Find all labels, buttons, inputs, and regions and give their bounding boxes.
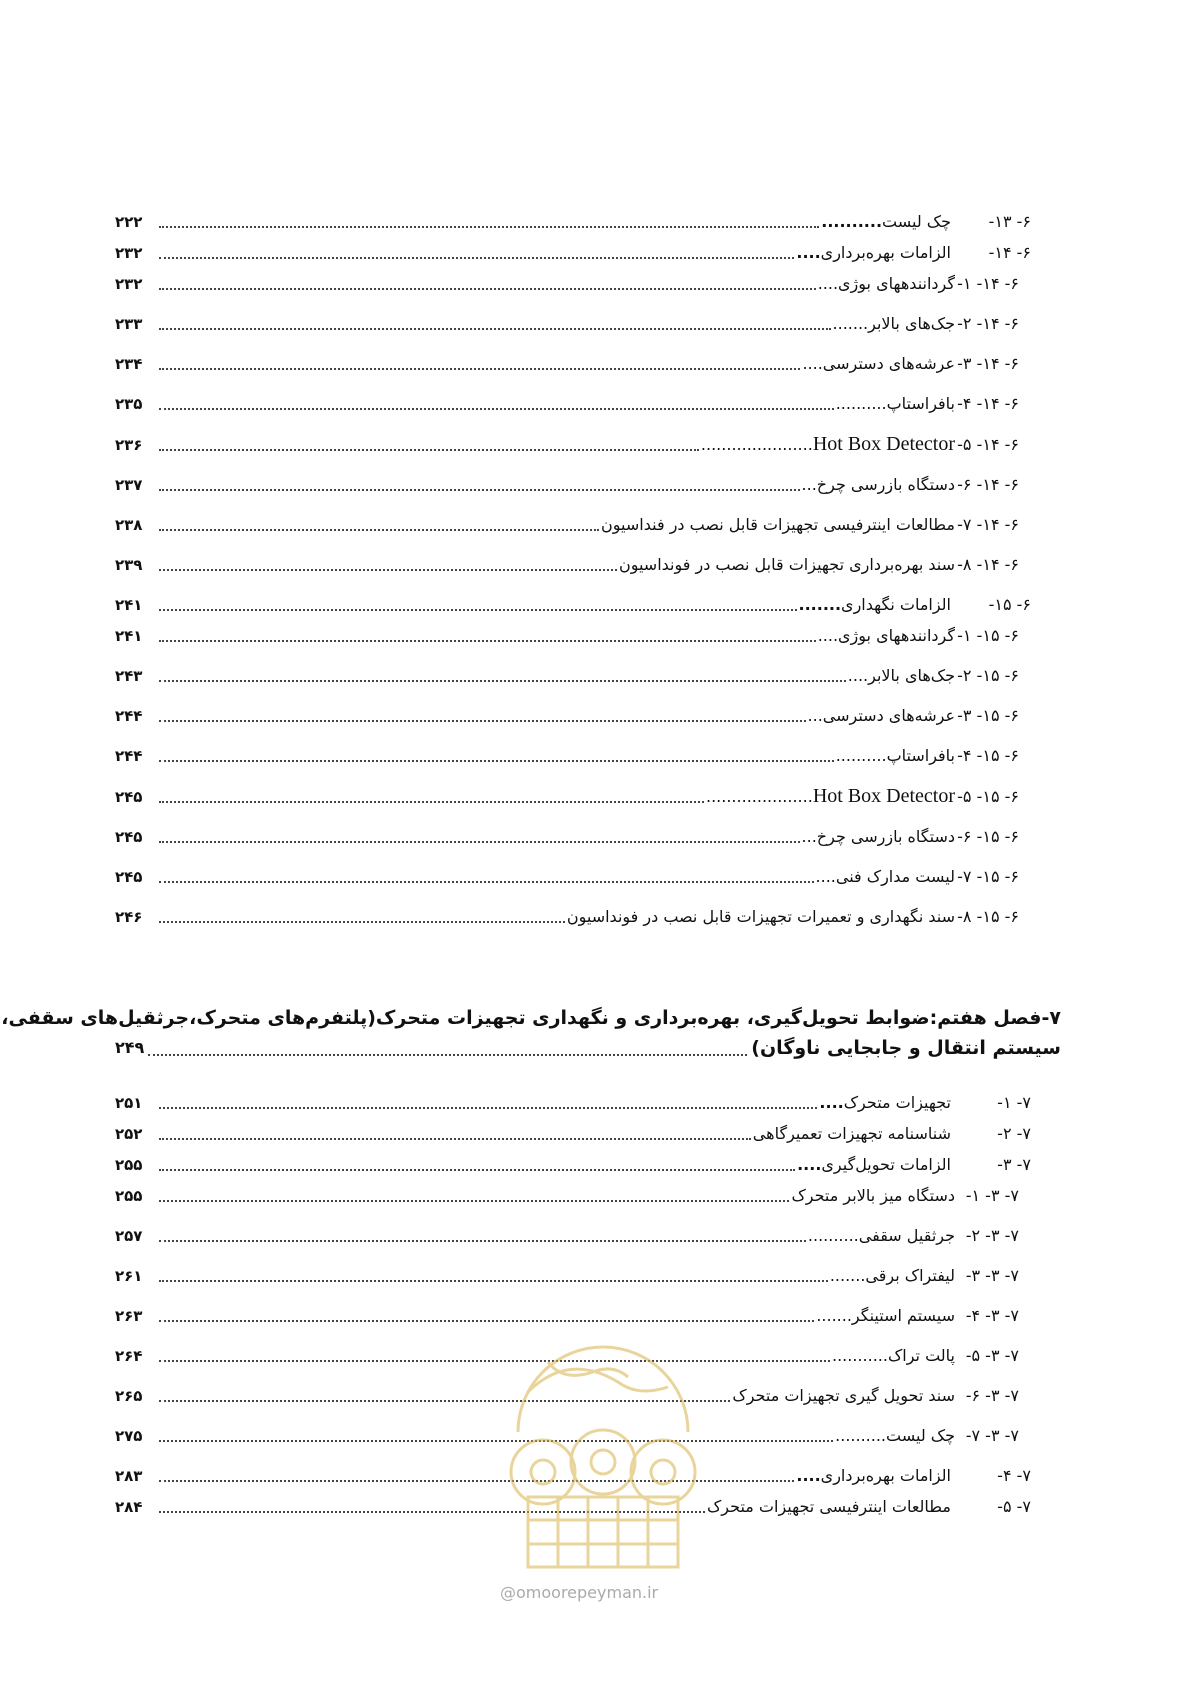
toc-page-number: ۲۵۱: [115, 1094, 143, 1112]
dot-leader: [159, 1240, 806, 1242]
toc-entry-dots: ....: [797, 1155, 822, 1174]
toc-entry-title: جرثقیل سقفی: [858, 1226, 955, 1245]
toc-entry-title: Hot Box Detector: [812, 433, 955, 455]
toc-entry-label: [808, 706, 1019, 726]
toc-page-number: ۲۴۵: [115, 788, 143, 806]
toc-page-number: ۲۳۹: [115, 556, 143, 574]
toc-entry-number: ۶- ۱۵- ۴-: [957, 746, 1019, 765]
toc-entry-title: سند تحویل گیری تجهیزات متحرک: [732, 1386, 955, 1405]
toc-entry-label: [821, 212, 1031, 232]
toc-page-number: ۲۵۷: [115, 1227, 143, 1245]
toc-entry-number: ۶- ۱۵- ۲-: [957, 666, 1019, 685]
toc-entry-number: ۷- ۱-: [997, 1093, 1031, 1112]
toc-entry-label: [753, 1124, 1031, 1144]
dot-leader: [159, 1138, 751, 1140]
toc-entry-title: چک لیست: [882, 212, 951, 231]
toc-entry-number: ۶- ۱۵-: [988, 595, 1031, 614]
toc-entry-number: ۷- ۳-: [997, 1155, 1031, 1174]
toc-entry-dots: ....: [796, 243, 821, 262]
dot-leader: [159, 1107, 817, 1109]
toc-page-number: ۲۵۲: [115, 1125, 143, 1143]
toc-entry-number: ۶- ۱۴- ۱-: [957, 274, 1019, 293]
toc-entry-number: ۶- ۱۴- ۲-: [957, 314, 1019, 333]
toc-entry-dots: ....: [819, 1093, 844, 1112]
toc-entry[interactable]: [115, 354, 1031, 374]
toc-entry[interactable]: [115, 515, 1031, 535]
toc-entry-number: ۷- ۵-: [997, 1497, 1031, 1516]
toc-entry-title: جک‌های بالابر: [868, 314, 955, 333]
dot-leader: [159, 640, 816, 642]
toc-entry-label: [830, 1266, 1019, 1286]
toc-entry-number: ۶- ۱۵- ۸-: [957, 907, 1019, 926]
dot-leader: [159, 529, 599, 531]
toc-entry[interactable]: [115, 1186, 1031, 1206]
toc-entry-title: جک‌های بالابر: [868, 666, 955, 685]
toc-entry-label: [732, 1386, 1019, 1406]
dot-leader: [159, 569, 617, 571]
toc-page-number: ۲۶۴: [115, 1347, 143, 1365]
toc-entry-number: ۷- ۳- ۶-: [965, 1386, 1019, 1405]
toc-entry[interactable]: [115, 555, 1031, 575]
toc-entry-label: [791, 1186, 1019, 1206]
toc-entry-title: گردانندههای بوژی: [838, 274, 955, 293]
toc-entry-dots: .......: [829, 1266, 866, 1285]
dot-leader: [159, 449, 699, 451]
dot-leader: [159, 1200, 789, 1202]
toc-entry-label: [802, 827, 1019, 847]
toc-entry-number: ۶- ۱۴- ۶-: [957, 475, 1019, 494]
toc-page-number: ۲۳۴: [115, 355, 143, 373]
toc-entry-title: دستگاه میز بالابر متحرک: [791, 1186, 955, 1205]
toc-entry-title: مطالعات اینترفیسی تجهیزات متحرک: [706, 1497, 951, 1516]
chapter-page-number: ۲۴۹: [115, 1038, 145, 1057]
toc-entry-title: لیفتراک برقی: [865, 1266, 955, 1285]
toc-entry-dots: ......................: [700, 435, 813, 454]
toc-entry[interactable]: [115, 1226, 1031, 1246]
dot-leader: [159, 489, 800, 491]
dot-leader: [159, 720, 806, 722]
chapter-title-line-1: ۷-فصل هفتم:ضوابط تحویل‌گیری، بهره‌برداری و نگهداری تجهیزات متحرک(پلتفرم‌های متحرک،جرثقیل‌های سقفی،: [1, 1007, 1061, 1029]
toc-entry-title: سند بهره‌برداری تجهیزات قابل نصب در فونداسیون: [618, 555, 955, 574]
chapter-title-line-2: سیستم انتقال و جابجایی ناوگان): [751, 1037, 1061, 1059]
toc-entry-title: بافراستاپ: [886, 394, 955, 413]
toc-entry-number: ۶- ۱۵- ۶-: [957, 827, 1019, 846]
dot-leader: [159, 760, 834, 762]
toc-entry-number: ۶- ۱۴- ۸-: [957, 555, 1019, 574]
toc-entry[interactable]: [115, 314, 1031, 334]
toc-entry-label: [836, 746, 1019, 766]
toc-page-number: ۲۴۵: [115, 868, 143, 886]
toc-entry-dots: ....: [817, 274, 839, 293]
toc-entry-label: [816, 1306, 1019, 1326]
toc-entry[interactable]: [115, 434, 1031, 455]
toc-entry[interactable]: [115, 907, 1031, 927]
toc-page-number: ۲۶۱: [115, 1267, 143, 1285]
toc-entry-dots: ..........: [821, 212, 883, 231]
toc-page-number: ۲۴۴: [115, 707, 143, 725]
toc-entry-label: [802, 354, 1019, 374]
dot-leader: [148, 1054, 747, 1056]
toc-entry-label: [799, 595, 1032, 615]
toc-entry-dots: ....: [847, 666, 869, 685]
toc-entry-number: ۶- ۱۴- ۴-: [957, 394, 1019, 413]
toc-page-number: ۲۳۶: [115, 436, 143, 454]
toc-entry-title: دستگاه بازرسی چرخ: [816, 475, 955, 494]
dot-leader: [159, 1280, 828, 1282]
toc-entry[interactable]: [115, 827, 1031, 847]
toc-entry-label: [796, 1466, 1031, 1486]
toc-page-number: ۲۳۸: [115, 516, 143, 534]
toc-entry-title: سند نگهداری و تعمیرات تجهیزات قابل نصب در فونداسیون: [566, 907, 955, 926]
toc-entry-number: ۷- ۳- ۲-: [965, 1226, 1019, 1245]
toc-entry-title: پالت تراک: [887, 1346, 955, 1365]
toc-entry[interactable]: [115, 1124, 1031, 1144]
toc-page-number: ۲۴۱: [115, 627, 143, 645]
dot-leader: [159, 841, 800, 843]
toc-entry[interactable]: [115, 626, 1031, 646]
toc-page-number: ۲۴۴: [115, 747, 143, 765]
toc-entry-number: ۶- ۱۴-: [988, 243, 1031, 262]
toc-entry-label: [848, 666, 1019, 686]
toc-entry[interactable]: [115, 212, 1031, 232]
toc-entry-label: [832, 1346, 1019, 1366]
toc-page-number: ۲۳۲: [115, 275, 143, 293]
toc-entry-label: [835, 1426, 1019, 1446]
dot-leader: [159, 328, 831, 330]
chapter-title-line-2-row: [115, 1033, 1061, 1063]
toc-entry[interactable]: [115, 274, 1031, 294]
toc-entry[interactable]: [115, 1155, 1031, 1175]
dot-leader: [159, 408, 834, 410]
toc-entry-number: ۶- ۱۵- ۷-: [957, 867, 1019, 886]
toc-entry-number: ۷- ۲-: [997, 1124, 1031, 1143]
toc-entry-title: دستگاه بازرسی چرخ: [816, 827, 955, 846]
toc-entry-label: [619, 555, 1019, 575]
dot-leader: [159, 368, 800, 370]
toc-entry-title: گردانندههای بوژی: [838, 626, 955, 645]
toc-entry-number: ۶- ۱۵- ۵-: [957, 787, 1019, 806]
toc-entry[interactable]: [115, 786, 1031, 807]
toc-entry-dots: .......: [832, 314, 869, 333]
toc-entry-dots: ..........: [835, 394, 887, 413]
toc-entry[interactable]: [115, 666, 1031, 686]
toc-page-number: ۲۴۱: [115, 596, 143, 614]
toc-entry-title: چک لیست: [886, 1426, 955, 1445]
toc-entry-title: Hot Box Detector: [812, 785, 955, 807]
toc-entry-number: ۷- ۳- ۱-: [965, 1186, 1019, 1205]
toc-page-number: ۲۶۳: [115, 1307, 143, 1325]
toc-entry-dots: ...: [801, 827, 817, 846]
toc-entry[interactable]: [115, 706, 1031, 726]
toc-page-number: ۲۳۲: [115, 244, 143, 262]
toc-entry-number: ۶- ۱۵- ۱-: [957, 626, 1019, 645]
toc-entry-label: [797, 1155, 1031, 1175]
toc-entry-label: [818, 274, 1019, 294]
dot-leader: [159, 801, 704, 803]
toc-entry-dots: ..........: [807, 1226, 859, 1245]
toc-entry-number: ۷- ۳- ۵-: [965, 1346, 1019, 1365]
toc-entry-title: الزامات تحویل‌گیری: [821, 1155, 951, 1174]
toc-entry-title: الزامات بهره‌برداری: [820, 243, 951, 262]
toc-entry-number: ۶- ۱۴- ۷-: [957, 515, 1019, 534]
toc-entry[interactable]: [115, 243, 1031, 263]
dot-leader: [159, 921, 565, 923]
toc-entry-label: [836, 394, 1019, 414]
toc-entry-title: الزامات بهره‌برداری: [820, 1466, 951, 1485]
toc-entry-label: [701, 434, 1019, 455]
publisher-logo-watermark: [488, 1322, 718, 1592]
toc-entry-title: لیست مدارک فنی: [835, 867, 955, 886]
toc-page-number: ۲۳۵: [115, 395, 143, 413]
toc-entry[interactable]: [115, 1266, 1031, 1286]
toc-entry-dots: ...........: [832, 1346, 888, 1365]
toc-entry-title: الزامات نگهداری: [841, 595, 951, 614]
watermark-site-text: @omoorepeyman.ir: [500, 1583, 659, 1602]
toc-entry-dots: ...: [807, 706, 823, 725]
toc-entry-dots: ....: [802, 354, 823, 373]
toc-entry-number: ۶- ۱۵- ۳-: [957, 706, 1019, 725]
toc-entry-label: [818, 626, 1019, 646]
toc-entry-title: شناسنامه تجهیزات تعمیرگاهی: [752, 1124, 951, 1143]
toc-entry-label: [706, 786, 1019, 807]
toc-entry-title: عرشه‌های دسترسی: [822, 706, 955, 725]
toc-entry[interactable]: [115, 394, 1031, 414]
toc-entry-dots: ...: [801, 475, 817, 494]
toc-page-number: ۲۵۵: [115, 1187, 143, 1205]
toc-entry-dots: ....: [796, 1466, 821, 1485]
toc-entry-number: ۷- ۴-: [997, 1466, 1031, 1485]
chapter-7-heading: [1, 1003, 1061, 1063]
toc-entry-label: [816, 867, 1019, 887]
toc-entry[interactable]: [115, 595, 1031, 615]
toc-entry-label: [796, 243, 1031, 263]
toc-entry-dots: .......: [798, 595, 842, 614]
toc-page-number: ۲۵۵: [115, 1156, 143, 1174]
toc-entry-title: بافراستاپ: [886, 746, 955, 765]
dot-leader: [159, 1169, 795, 1171]
toc-entry-dots: ..........: [835, 1426, 887, 1445]
toc-page-number: ۲۷۵: [115, 1427, 143, 1445]
dot-leader: [159, 680, 846, 682]
toc-entry-title: سیستم استینگر: [851, 1306, 955, 1325]
toc-page-number: ۲۸۳: [115, 1467, 143, 1485]
toc-entry-dots: .......: [816, 1306, 852, 1325]
toc-entry[interactable]: [115, 1093, 1031, 1113]
toc-page-number: ۲۴۵: [115, 828, 143, 846]
toc-entry-title: تجهیزات متحرک: [843, 1093, 951, 1112]
toc-entry[interactable]: [115, 475, 1031, 495]
dot-leader: [159, 226, 819, 228]
toc-entry-dots: ..........: [835, 746, 887, 765]
toc-entry-title: مطالعات اینترفیسی تجهیزات قابل نصب در فنداسیون: [601, 515, 955, 534]
toc-entry-dots: ....: [817, 626, 839, 645]
toc-entry-dots: .....................: [706, 787, 813, 806]
dot-leader: [159, 881, 814, 883]
toc-entry-label: [707, 1497, 1031, 1517]
toc-page-number: ۲۴۳: [115, 667, 143, 685]
toc-entry-number: ۶- ۱۴- ۵-: [957, 435, 1019, 454]
toc-page-number: ۲۴۶: [115, 908, 143, 926]
toc-page-number: ۲۸۴: [115, 1498, 143, 1516]
toc-entry[interactable]: [115, 746, 1031, 766]
table-of-contents-top: [115, 212, 1031, 947]
toc-entry-label: [567, 907, 1019, 927]
toc-entry-dots: ....: [815, 867, 836, 886]
dot-leader: [159, 257, 794, 259]
dot-leader: [159, 288, 816, 290]
toc-entry-number: ۷- ۳- ۳-: [965, 1266, 1019, 1285]
toc-entry-label: [802, 475, 1019, 495]
toc-entry-number: ۶- ۱۳-: [988, 212, 1031, 231]
toc-entry-title: عرشه‌های دسترسی: [822, 354, 955, 373]
toc-page-number: ۲۶۵: [115, 1387, 143, 1405]
toc-entry-label: [808, 1226, 1019, 1246]
toc-entry-number: ۷- ۳- ۴-: [965, 1306, 1019, 1325]
toc-entry-label: [833, 314, 1019, 334]
dot-leader: [159, 609, 797, 611]
toc-entry[interactable]: [115, 867, 1031, 887]
toc-entry-label: [819, 1093, 1031, 1113]
toc-entry-number: ۷- ۳- ۷-: [965, 1426, 1019, 1445]
toc-entry-number: ۶- ۱۴- ۳-: [957, 354, 1019, 373]
toc-page-number: ۲۳۷: [115, 476, 143, 494]
toc-page-number: ۲۲۲: [115, 213, 143, 231]
toc-entry-label: [601, 515, 1019, 535]
toc-page-number: ۲۳۳: [115, 315, 143, 333]
